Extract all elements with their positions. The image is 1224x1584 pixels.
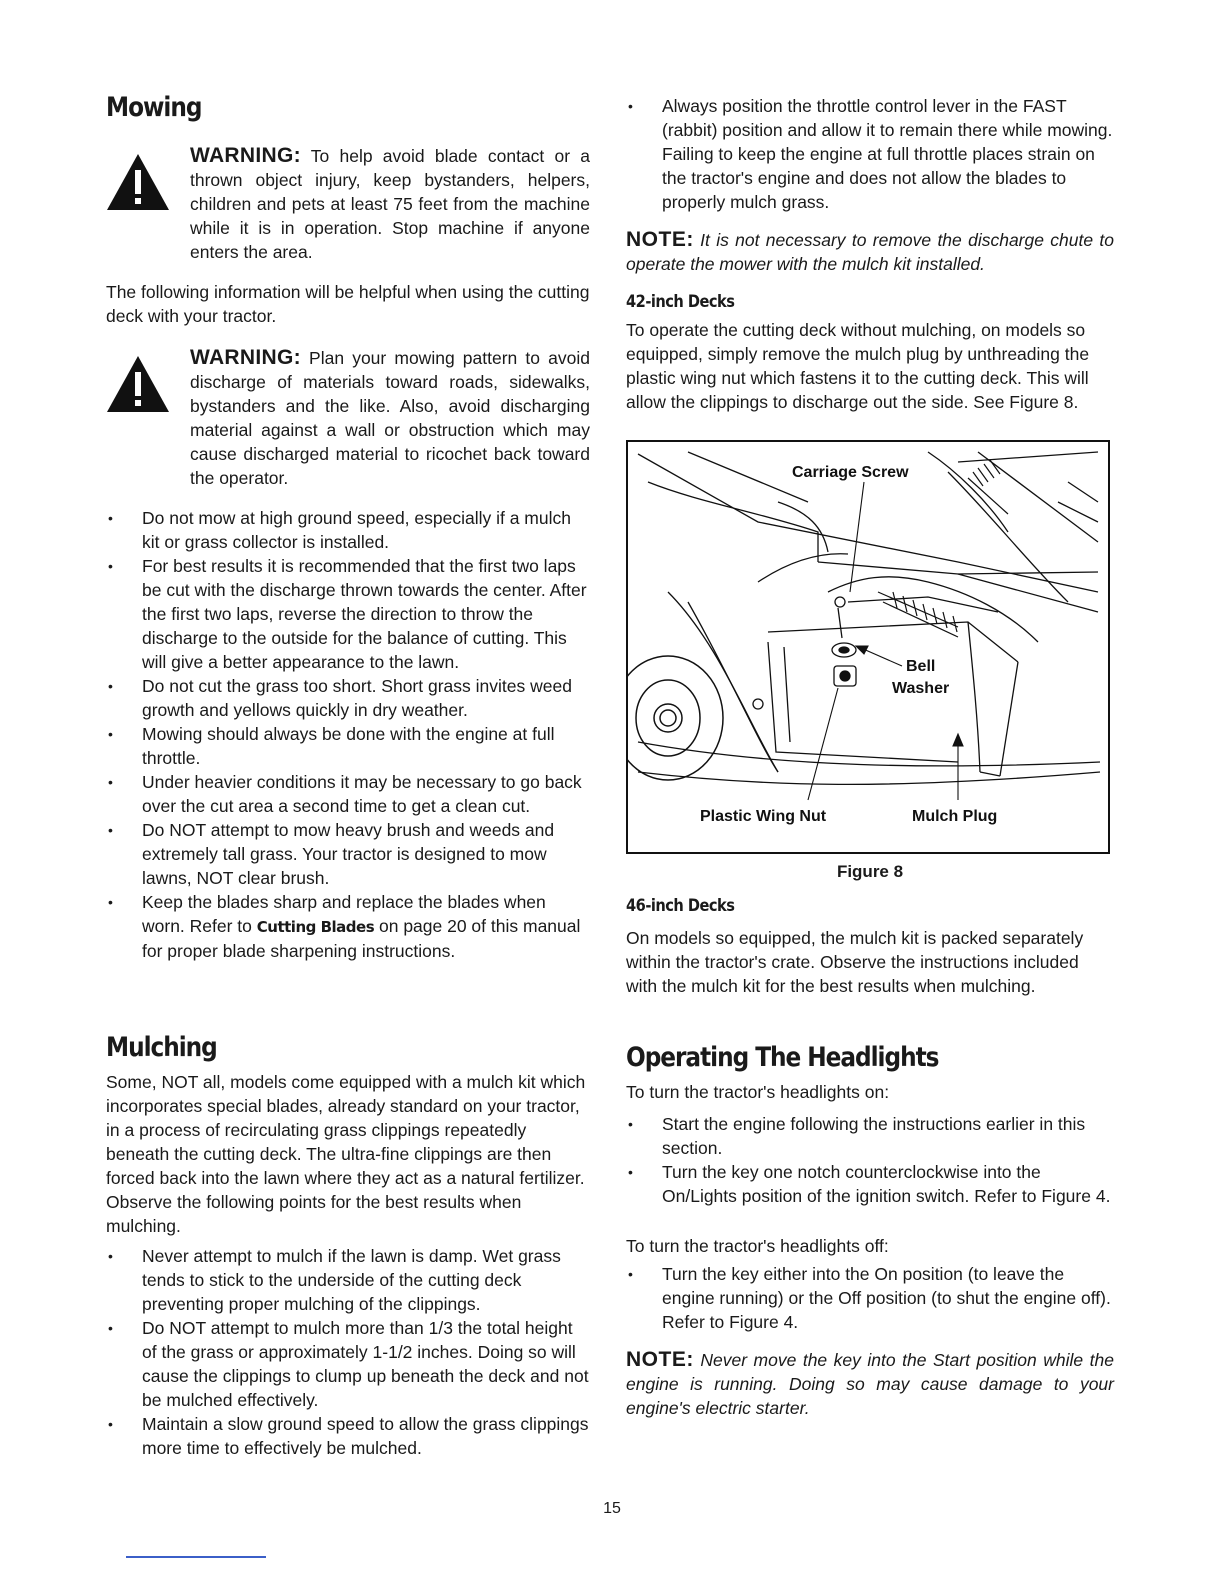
label-bell: Bell bbox=[906, 658, 936, 675]
label-plastic-wing-nut: Plastic Wing Nut bbox=[700, 808, 827, 825]
warning-block-mowing-pattern bbox=[106, 346, 590, 496]
warning-text bbox=[190, 144, 590, 264]
mowing-tips-list bbox=[106, 506, 590, 963]
note-text: Never move the key into the Start position while the engine is running. Doing so may cause damage to your engine's electric starter. bbox=[626, 1350, 1114, 1418]
list-item: • Do not cut the grass too short. Short grass invites weed growth and yellows quickly in dry weather. bbox=[106, 674, 590, 722]
note-label: NOTE: bbox=[626, 228, 694, 251]
list-item: • Turn the key one notch counterclockwise into the On/Lights position of the ignition switch. Refer to Figure 4. bbox=[626, 1160, 1114, 1208]
deck42-paragraph: To operate the cutting deck without mulching, on models so equipped, simply remove the mulch plug by unthreading the plastic wing nut which fastens it to the cutting deck. This will allow the clippings to discharge out the side. See Figure 8. bbox=[626, 320, 1090, 412]
list-item: • Do not mow at high ground speed, especially if a mulch kit or grass collector is installed. bbox=[106, 506, 590, 554]
note-text: It is not necessary to remove the discharge chute to operate the mower with the mulch kit installed. bbox=[626, 230, 1114, 274]
label-washer: Washer bbox=[892, 680, 950, 697]
mulching-paragraph: Some, NOT all, models come equipped with a mulch kit which incorporates special blades, already standard on your tractor, in a process of recirculating grass clippings repeatedly beneath the cutting deck. The ultra-fine clippings are then forced back into the lawn where they act as a natural fertilizer. Observe the following points for the best results when mulching. bbox=[106, 1072, 586, 1236]
warning-text bbox=[190, 346, 590, 490]
scan-edge-line bbox=[126, 1556, 266, 1558]
list-item: • Never attempt to mulch if the lawn is damp. Wet grass tends to stick to the underside of the cutting deck preventing proper mulching of the clippings. bbox=[106, 1244, 590, 1316]
throttle-list bbox=[626, 94, 1114, 214]
turn-on-intro: To turn the tractor's headlights on: bbox=[626, 1082, 890, 1102]
note-label: NOTE: bbox=[626, 1348, 694, 1371]
list-item: • For best results it is recommended that the first two laps be cut with the discharge thrown towards the center. After the first two laps, reverse the direction to throw the discharge to the outside for the balance of cutting. This will give a better appearance to the lawn. bbox=[106, 554, 590, 674]
label-carriage-screw: Carriage Screw bbox=[792, 464, 909, 481]
note-start-position bbox=[626, 1348, 1114, 1420]
deck46-heading: 46-inch Decks bbox=[626, 896, 735, 916]
list-item: • Under heavier conditions it may be necessary to go back over the cut area a second time to get a clean cut. bbox=[106, 770, 590, 818]
deck46-paragraph: On models so equipped, the mulch kit is packed separately within the tractor's crate. Observe the instructions included with the mulch kit for the best results when mulching. bbox=[626, 928, 1084, 996]
list-item: • Turn the key either into the On position (to leave the engine running) or the Off position (to shut the engine off). Refer to Figure 4. bbox=[626, 1262, 1114, 1334]
page-number: 15 bbox=[603, 1500, 621, 1517]
warning-title: WARNING: bbox=[190, 346, 301, 369]
mulching-heading: Mulching bbox=[106, 1032, 217, 1063]
turn-off-intro: To turn the tractor's headlights off: bbox=[626, 1236, 889, 1256]
turn-on-list bbox=[626, 1112, 1114, 1208]
list-item: • Do NOT attempt to mow heavy brush and weeds and extremely tall grass. Your tractor is designed to mow lawns, NOT clear brush. bbox=[106, 818, 590, 890]
intro-paragraph: The following information will be helpful when using the cutting deck with your tractor. bbox=[106, 282, 590, 326]
warning-title: WARNING: bbox=[190, 144, 301, 167]
note-discharge-chute bbox=[626, 228, 1114, 276]
warning-triangle-icon bbox=[106, 354, 170, 414]
warning-body: Plan your mowing pattern to avoid discharge of materials toward roads, sidewalks, bystanders and the like. Also, avoid discharging material against a wall or obstruction which may cause discharged material to ricochet back toward the operator. bbox=[190, 348, 590, 488]
deck42-heading: 42-inch Decks bbox=[626, 292, 735, 312]
mowing-heading: Mowing bbox=[106, 92, 202, 123]
mulching-tips-list bbox=[106, 1244, 590, 1460]
warning-block-blade-contact bbox=[106, 144, 590, 274]
list-item: • Mowing should always be done with the engine at full throttle. bbox=[106, 722, 590, 770]
list-item: • Always position the throttle control lever in the FAST (rabbit) position and allow it to remain there while mowing. Failing to keep the engine at full throttle places strain on the tractor's engine and does not allow the blades to properly mulch grass. bbox=[626, 94, 1114, 214]
headlights-heading: Operating The Headlights bbox=[626, 1042, 939, 1073]
blades-text-before: Keep the blades sharp and replace the blades when worn. Refer to bbox=[142, 892, 546, 936]
turn-off-list bbox=[626, 1262, 1114, 1334]
rear-wheel bbox=[628, 656, 723, 780]
figure-8 bbox=[626, 440, 1110, 854]
list-item: • Start the engine following the instructions earlier in this section. bbox=[626, 1112, 1114, 1160]
list-item: • Do NOT attempt to mulch more than 1/3 the total height of the grass or approximately 1-1/2 inches. Doing so will cause the clippings to clump up beneath the deck and not be mulched effectively. bbox=[106, 1316, 590, 1412]
list-item-blades bbox=[106, 890, 590, 963]
figure-caption: Figure 8 bbox=[836, 862, 904, 881]
cutting-blades-reference: Cutting Blades bbox=[256, 918, 375, 936]
list-item: • Maintain a slow ground speed to allow the grass clippings more time to effectively be mulched. bbox=[106, 1412, 590, 1460]
warning-triangle-icon bbox=[106, 152, 170, 212]
label-mulch-plug: Mulch Plug bbox=[912, 808, 998, 825]
blades-text-after: on page 20 of this manual for proper blade sharpening instructions. bbox=[142, 916, 581, 961]
mulch-plug-diagram bbox=[628, 442, 1110, 854]
warning-body: To help avoid blade contact or a thrown object injury, keep bystanders, helpers, children and pets at least 75 feet from the machine while it is in operation. Stop machine if anyone enters the area. bbox=[190, 146, 590, 262]
